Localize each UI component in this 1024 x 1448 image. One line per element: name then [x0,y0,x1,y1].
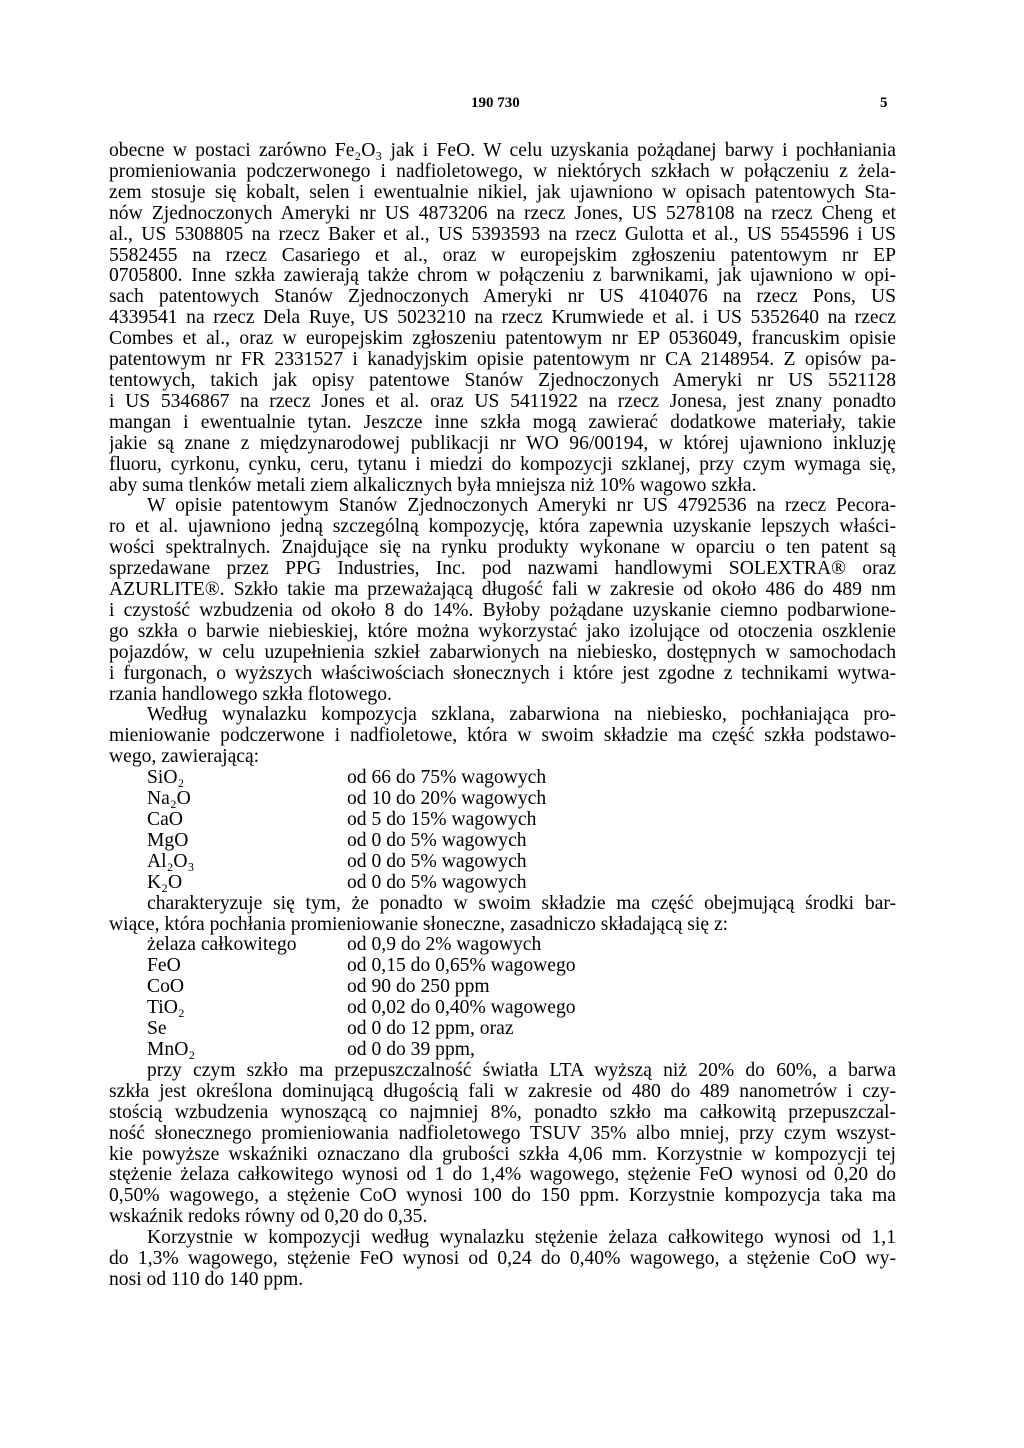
text-line: tentowych, takich jak opisy patentowe Stanów Zjednoczonych Ameryki nr US 5521128 [109,370,896,391]
text-line: fluoru, cyrkonu, cynku, ceru, tytanu i miedzi do kompozycji szklanej, przy czym wymaga się, [109,454,896,475]
patent-number: 190 730 [471,95,520,111]
paragraph-properties [109,1061,896,1228]
text-line: obecne w postaci zarówno Fe₂O₃ jak i FeO. W celu uzyskania pożądanej barwy i pochłaniania [109,141,896,161]
text-line: rzania handlowego szkła flotowego. [109,684,392,705]
text-line: stężenie żelaza całkowitego wynosi od 1 do 1,4% wagowego, stężenie FeO wynosi od 0,20 do [109,1165,896,1186]
table-row [109,998,896,1019]
document-body [109,141,896,1291]
table-row [109,873,896,894]
text-line: ro et al. ujawniono jedną szczególną kompozycję, która zapewnia uzyskanie lepszych właści- [109,517,896,538]
component-cell: Se [147,1018,167,1040]
component-cell: MnO₂ [147,1038,196,1060]
table-row [109,852,896,873]
range-cell: od 5 do 15% wagowych [347,809,537,830]
paragraph-prior-art [109,141,896,496]
colorants-table [109,935,896,1060]
text-line: stością wzbudzenia wynoszącą co najmniej 8%, ponadto szkło ma całkowitą przepuszczal- [109,1102,896,1123]
paragraph-colorants-intro [109,894,896,936]
component-cell: TiO₂ [147,997,185,1019]
text-line: sach patentowych Stanów Zjednoczonych Ameryki nr US 4104076 na rzecz Pons, US [109,287,896,308]
text-line: Według wynalazku kompozycja szklana, zabarwiona na niebiesko, pochłaniająca pro- [147,705,896,726]
component-cell: Al₂O₃ [147,850,195,872]
text-line: wskaźnik redoks równy od 0,20 do 0,35. [109,1207,428,1228]
text-line: W opisie patentowym Stanów Zjednoczonych Ameryki nr US 4792536 na rzecz Pecora- [147,496,896,517]
table-row [109,1019,896,1040]
text-line: do 1,3% wagowego, stężenie FeO wynosi od 0,24 do 0,40% wagowego, a stężenie CoO wy- [109,1249,896,1270]
text-line: szkła jest określona dominującą długością fali w zakresie od 480 do 489 nanometrów i czy- [109,1081,896,1102]
text-line: przy czym szkło ma przepuszczalność światła LTA wyższą niż 20% do 60%, a barwa [147,1060,896,1081]
table-row [109,956,896,977]
table-row [109,810,896,831]
component-cell: FeO [147,955,181,977]
paragraph-invention [109,705,896,768]
page-header [0,95,1024,119]
component-cell: CoO [147,976,185,998]
text-line: promieniowania podczerwonego i nadfioletowego, w niektórych szkłach w połączeniu z żela- [109,161,896,182]
component-cell: SiO₂ [147,767,185,789]
text-line: 0,50% wagowego, a stężenie CoO wynosi 100 do 150 ppm. Korzystnie kompozycja taka ma [109,1186,896,1207]
range-cell: od 0 do 5% wagowych [347,829,527,851]
text-line: nów Zjednoczonych Ameryki nr US 4873206 na rzecz Jones, US 5278108 na rzecz Cheng et [109,203,896,224]
text-line: charakteryzuje się tym, że ponadto w swoim składzie ma część obejmującą środki bar- [147,893,896,914]
component-cell: MgO [147,829,189,851]
text-line: zem stosuje się kobalt, selen i ewentualnie nikiel, jak ujawniono w opisach patentowych Sta- [109,182,896,203]
text-line: go szkła o barwie niebieskiej, które można wykorzystać jako izolujące od otoczenia oszklenie [109,621,896,642]
text-line: aby suma tlenków metali ziem alkalicznych była mniejsza niż 10% wagowo szkła. [109,475,757,496]
text-line: kie powyższe wskaźniki oznaczano dla grubości szkła 4,06 mm. Korzystnie w kompozycji tej [109,1144,896,1165]
component-cell: żelaza całkowitego [147,934,297,956]
text-line: wości spektralnych. Znajdujące się na rynku produkty wykonane w oparciu o ten patent są [109,538,896,559]
table-row [109,789,896,810]
page-number: 5 [880,95,888,111]
text-line: pojazdów, w celu uzupełnienia szkieł zabarwionych na niebiesko, dostępnych w samochodach [109,642,896,663]
text-line: i czystość wzbudzenia od około 8 do 14%. Byłoby pożądane uzyskanie ciemno podbarwione- [109,600,896,621]
range-cell: od 90 do 250 ppm [347,976,490,998]
range-cell: od 0 do 5% wagowych [347,850,527,872]
range-cell: od 0 do 39 ppm, [347,1038,475,1060]
range-cell: od 66 do 75% wagowych [347,767,547,789]
text-line: 5582455 na rzecz Casariego et al., oraz w europejskim zgłoszeniu patentowym nr EP [109,245,896,266]
component-cell: K₂O [147,871,183,893]
table-row [109,977,896,998]
table-row [109,831,896,852]
text-line: jakie są znane z międzynarodowej publikacji nr WO 96/00194, w której ujawniono inkluzję [109,433,896,454]
text-line: wiące, która pochłania promieniowanie słoneczne, zasadniczo składającą się z: [109,914,729,935]
text-line: 4339541 na rzecz Dela Ruye, US 5023210 na rzecz Krumwiede et al. i US 5352640 na rzecz [109,308,896,329]
range-cell: od 0 do 12 ppm, oraz [347,1018,514,1040]
text-line: mieniowanie podczerwone i nadfioletowe, która w swoim składzie ma część szkła podstawo- [109,726,896,747]
table-row [109,935,896,956]
component-cell: Na₂O [147,788,191,810]
paragraph-pecoraro [109,496,896,705]
range-cell: od 0,9 do 2% wagowych [347,934,542,956]
paragraph-preferred [109,1228,896,1291]
text-line: ność słonecznego promieniowania nadfioletowego TSUV 35% albo mniej, przy czym wszyst- [109,1123,896,1144]
text-line: sprzedawane przez PPG Industries, Inc. pod nazwami handlowymi SOLEXTRA® oraz [109,559,896,580]
text-line: patentowym nr FR 2331527 i kanadyjskim opisie patentowym nr CA 2148954. Z opisów pa- [109,350,896,371]
table-row [109,1040,896,1061]
text-line: i US 5346867 na rzecz Jones et al. oraz US 5411922 na rzecz Jonesa, jest znany ponadto [109,391,896,412]
range-cell: od 0 do 5% wagowych [347,871,527,893]
component-cell: CaO [147,809,183,830]
table-row [109,768,896,789]
range-cell: od 0,15 do 0,65% wagowego [347,955,576,977]
text-line: i furgonach, o wyższych właściwościach słonecznych i które jest zgodne z technikami wytwa- [109,663,896,684]
text-line: AZURLITE®. Szkło takie ma przeważającą długość fali w zakresie od około 486 do 489 nm [109,580,896,601]
range-cell: od 0,02 do 0,40% wagowego [347,997,576,1019]
text-line: 0705800. Inne szkła zawierają także chrom w połączeniu z barwnikami, jak ujawniono w opi- [109,266,896,287]
text-line: Korzystnie w kompozycji według wynalazku stężenie żelaza całkowitego wynosi od 1,1 [147,1228,896,1249]
text-line: Combes et al., oraz w europejskim zgłoszeniu patentowym nr EP 0536049, francuskim opisie [109,329,896,350]
text-line: mangan i ewentualnie tytan. Jeszcze inne szkła mogą zawierać dodatkowe materiały, takie [109,412,896,433]
base-glass-table [109,768,896,893]
text-line: wego, zawierającą: [109,747,260,768]
range-cell: od 10 do 20% wagowych [347,788,547,810]
text-line: al., US 5308805 na rzecz Baker et al., US 5393593 na rzecz Gulotta et al., US 5545596 i US [109,224,896,245]
text-line: nosi od 110 do 140 ppm. [109,1269,304,1290]
